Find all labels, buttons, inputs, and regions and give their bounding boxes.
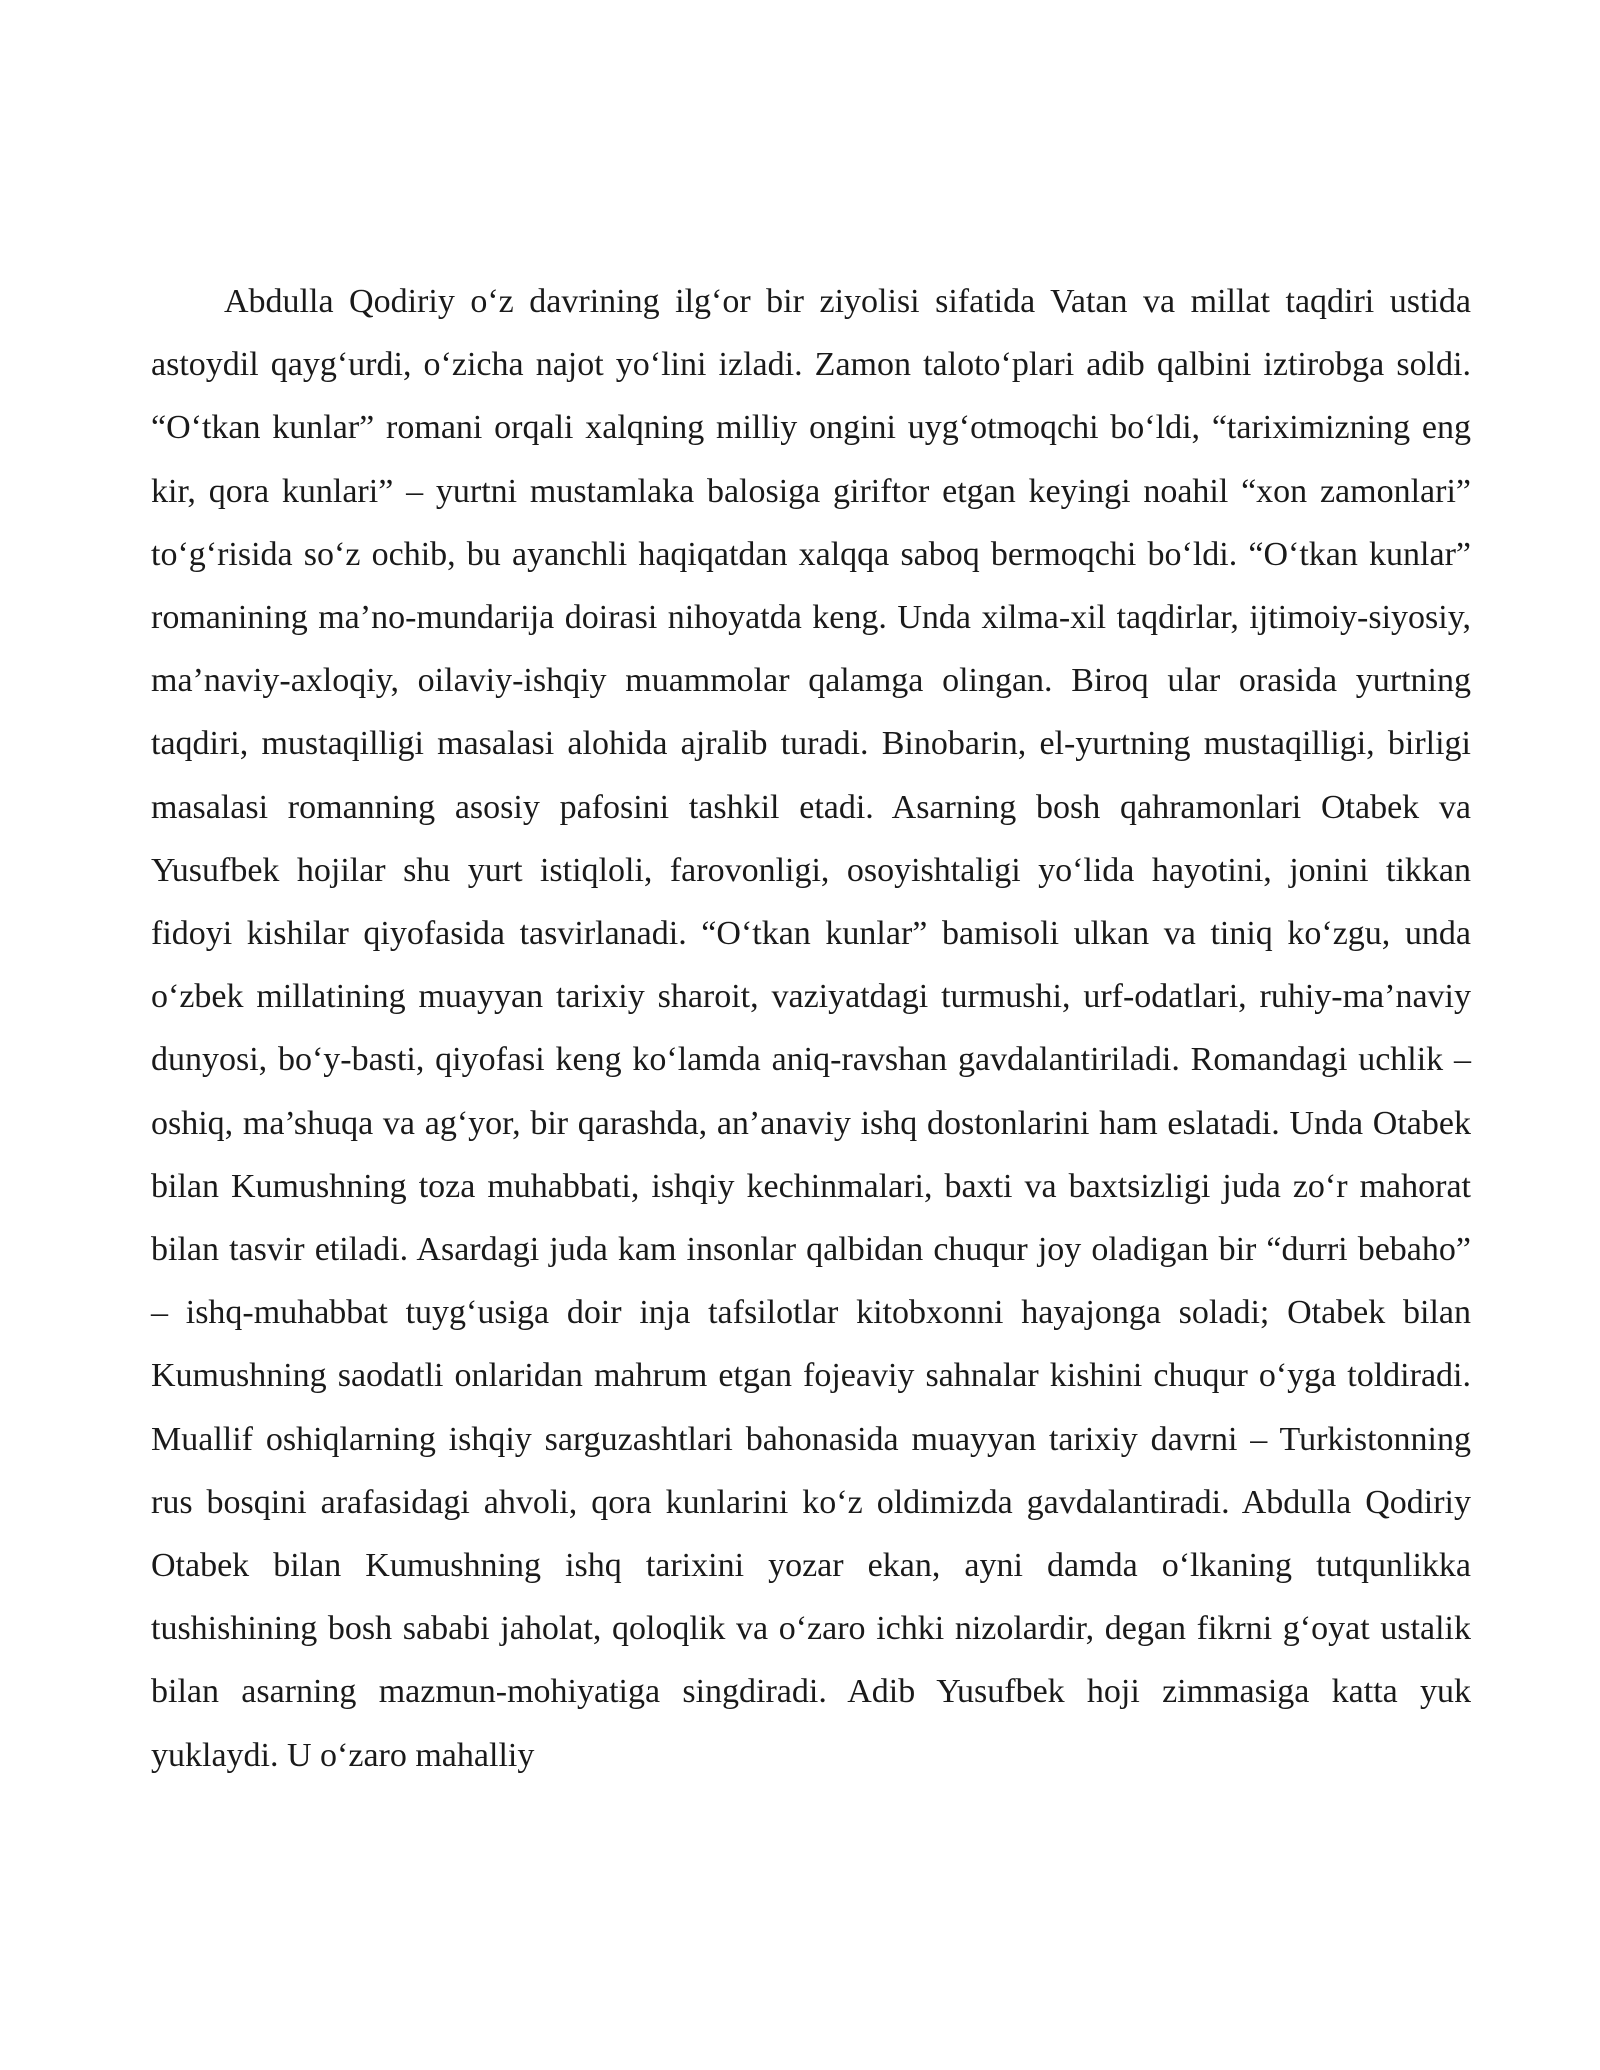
body-paragraph: Abdulla Qodiriy o‘z davrining ilg‘or bir ziyolisi sifatida Vatan va millat taqdiri ustida astoydil qayg‘urdi, o‘zicha najot yo‘lini izladi. Zamon taloto‘plari adib qalbini iztirobga soldi. “O‘tkan kunlar” romani orqali xalqning milliy ongini uyg‘otmoqchi bo‘ldi, “tariximizning eng kir, qora kunlari” – yurtni mustamlaka balosiga giriftor etgan keyingi noahil “xon zamonlari” to‘g‘risida so‘z ochib, bu ayanchli haqiqatdan xalqqa saboq bermoqchi bo‘ldi. “O‘tkan kunlar” romanining ma’no-mundarija doirasi nihoyatda keng. Unda xilma-xil taqdirlar, ijtimoiy-siyosiy, ma’naviy-axloqiy, oilaviy-ishqiy muammolar qalamga olingan. Biroq ular orasida yurtning taqdiri, mustaqilligi masalasi alohida ajralib turadi. Binobarin, el-yurtning mustaqilligi, birligi masalasi romanning asosiy pafosini tashkil etadi. Asarning bosh qahramonlari Otabek va Yusufbek hojilar shu yurt istiqloli, farovonligi, osoyishtaligi yo‘lida hayotini, jonini tikkan fidoyi kishilar qiyofasida tasvirlanadi. “O‘tkan kunlar” bamisoli ulkan va tiniq ko‘zgu, unda o‘zbek millatining muayyan tarixiy sharoit, vaziyatdagi turmushi, urf-odatlari, ruhiy-ma’naviy dunyosi, bo‘y-basti, qiyofasi keng ko‘lamda aniq-ravshan gavdalantiriladi. Romandagi uchlik – oshiq, ma’shuqa va ag‘yor, bir qarashda, an’anaviy ishq dostonlarini ham eslatadi. Unda Otabek bilan Kumushning toza muhabbati, ishqiy kechinmalari, baxti va baxtsizligi juda zo‘r mahorat bilan tasvir etiladi. Asardagi juda kam insonlar qalbidan chuqur joy oladigan bir “durri bebaho” – ishq-muhabbat tuyg‘usiga doir inja tafsilotlar kitobxonni hayajonga soladi; Otabek bilan Kumushning saodatli onlaridan mahrum etgan fojeaviy sahnalar kishini chuqur o‘yga toldiradi. Muallif oshiqlarning ishqiy sarguzashtlari bahonasida muayyan tarixiy davrni – Turkistonning rus bosqini arafasidagi ahvoli, qora kunlarini ko‘z oldimizda gavdalantiradi. Abdulla Qodiriy Otabek bilan Kumushning ishq tarixini yozar ekan, ayni damda o‘lkaning tutqunlikka tushishining bosh sababi jaholat, qoloqlik va o‘zaro ichki nizolardir, degan fikrni g‘oyat ustalik bilan asarning mazmun-mohiyatiga singdiradi. Adib Yusufbek hoji zimmasiga katta yuk yuklaydi. U o‘zaro mahalliy xyxy=(151,283,1471,1774)
